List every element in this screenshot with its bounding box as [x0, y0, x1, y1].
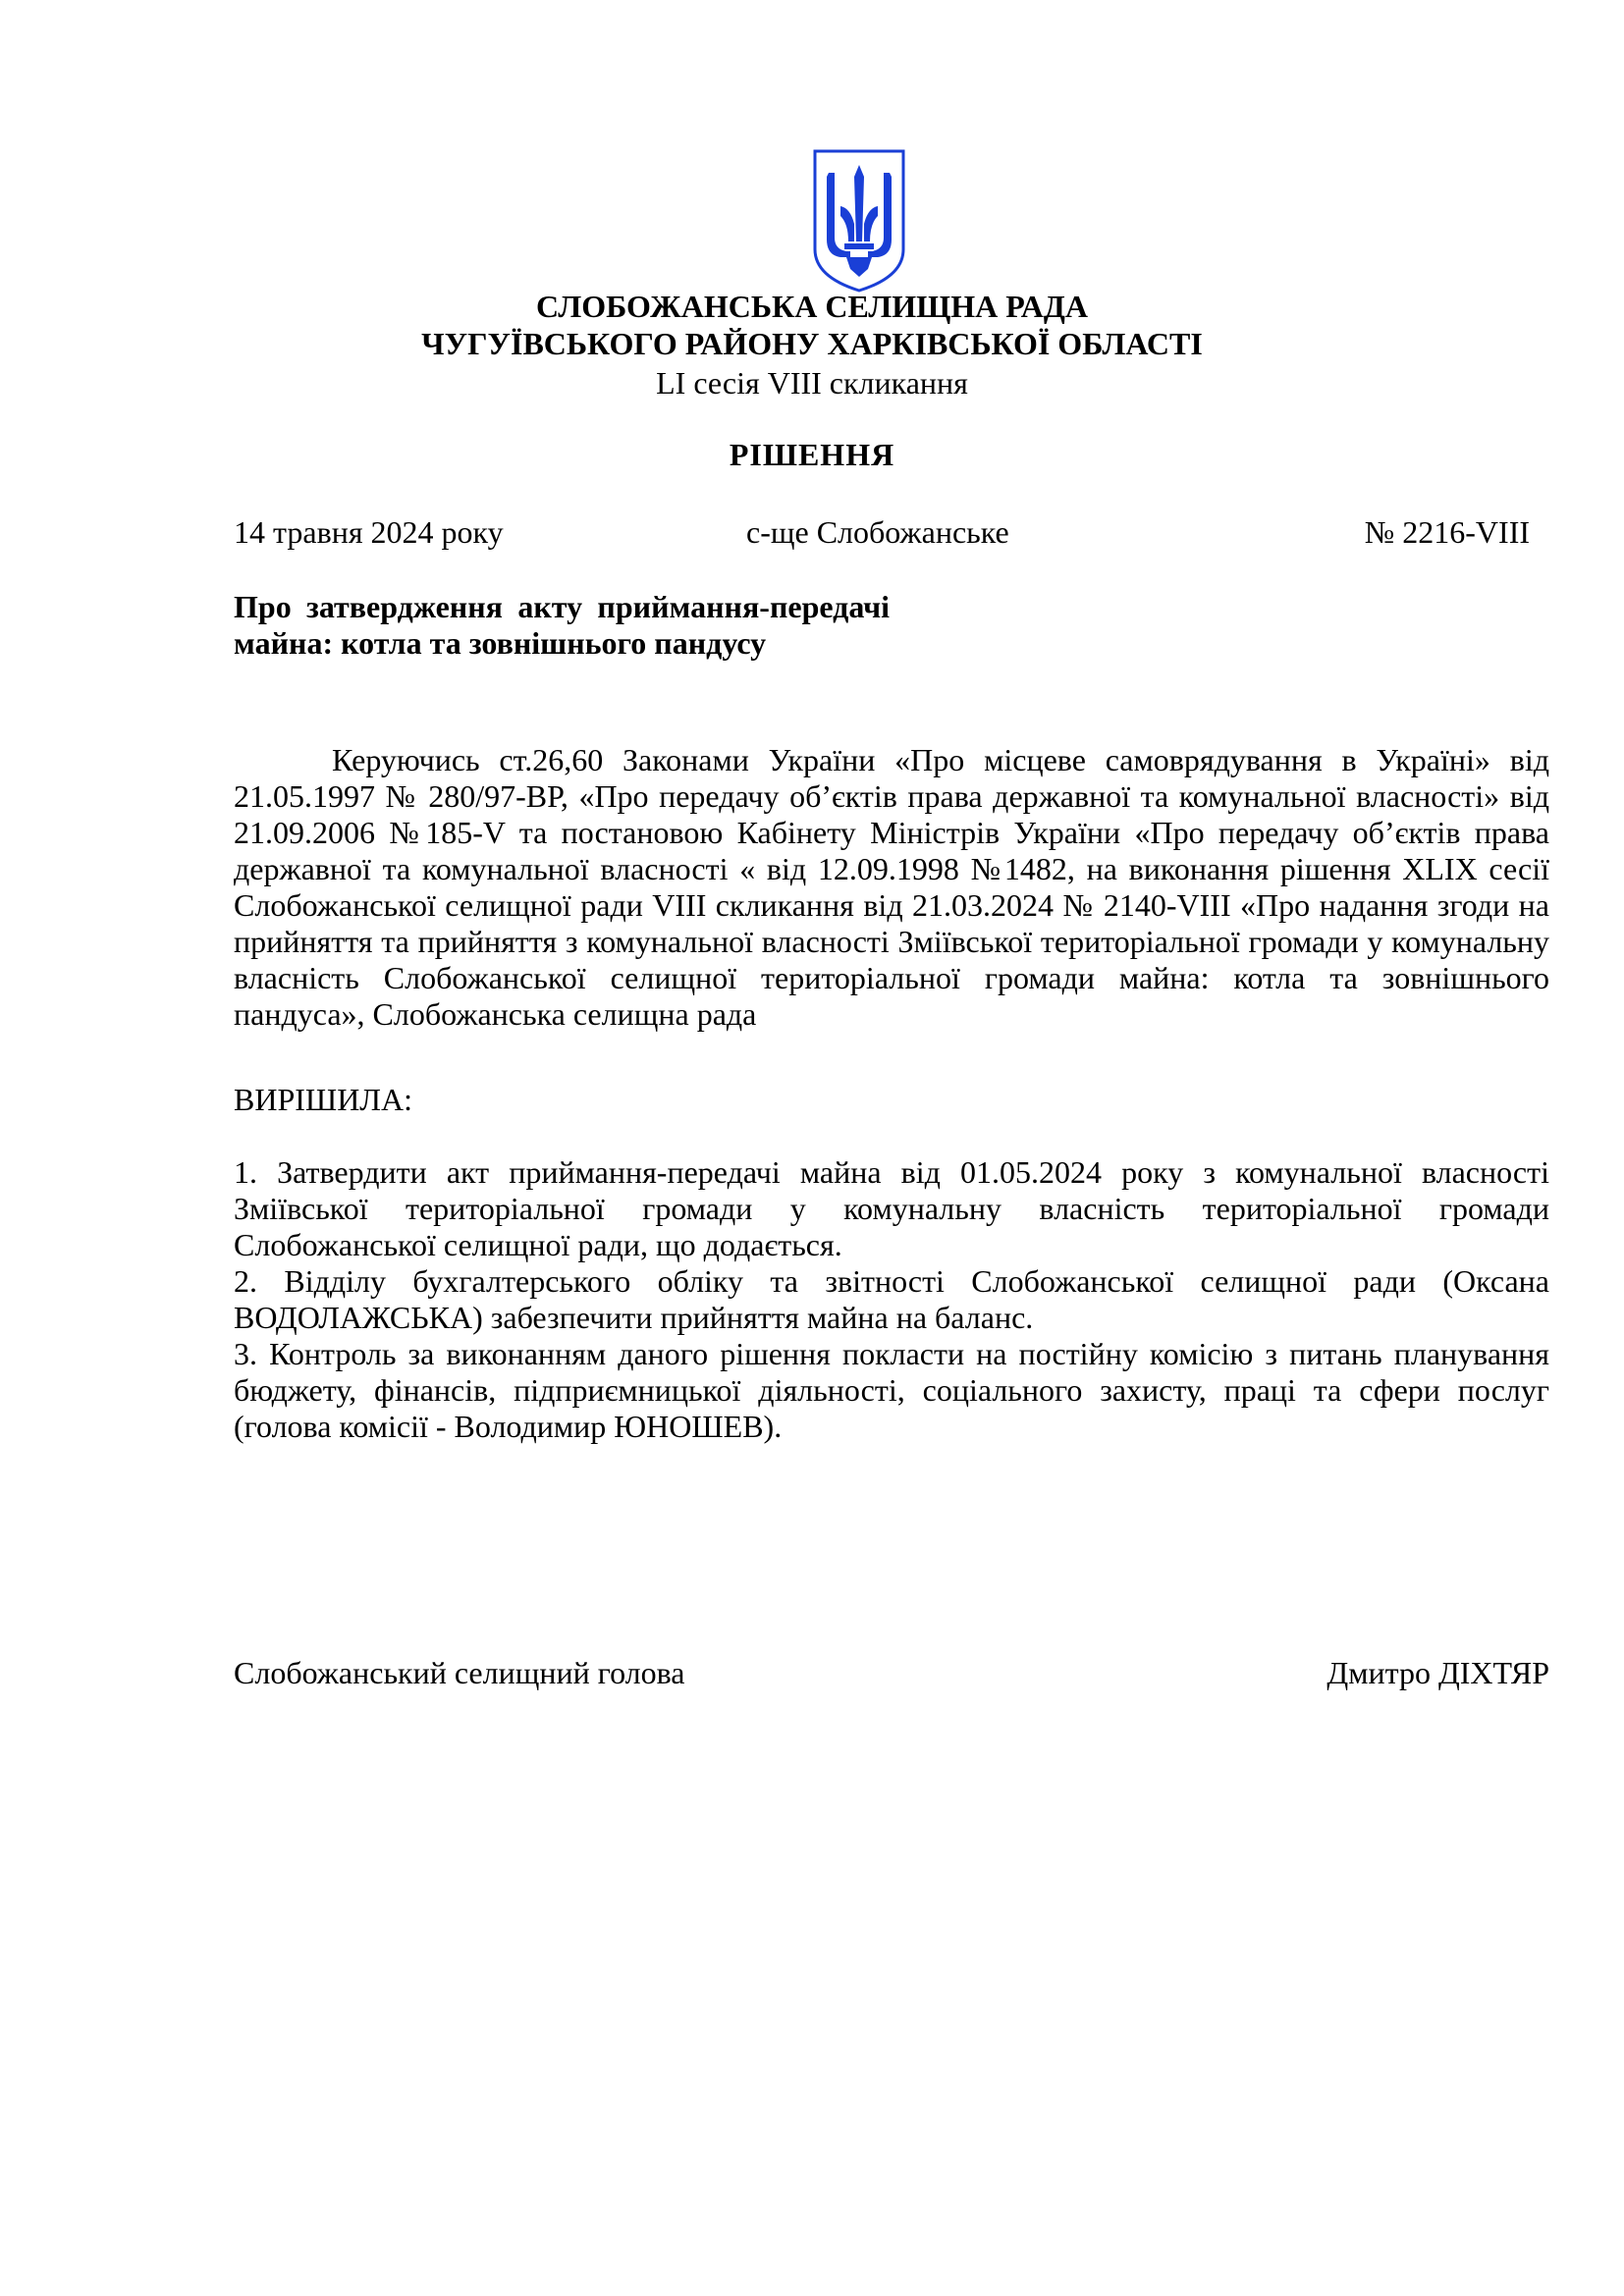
decision-place: с-ще Слобожанське — [746, 514, 1009, 550]
decision-item: 2. Відділу бухгалтерського обліку та звітності Слобожанської селищної ради (Оксана ВОДОЛАЖСЬКА) забезпечити прийняття майна на баланс. — [234, 1263, 1549, 1335]
decision-subject: Про затвердження акту приймання-передачі майна: котла та зовнішнього пандусу — [234, 589, 890, 661]
tryzub-coat-of-arms-icon — [811, 147, 907, 294]
document-title: РІШЕННЯ — [729, 437, 895, 472]
signature-block — [234, 1653, 1549, 1692]
session-line: LI сесія VIII скликання — [656, 365, 968, 400]
decision-item: 3. Контроль за виконанням даного рішення покласти на постійну комісію з питань планування бюджету, фінансів, підприємницької діяльності, соціального захисту, праці та сфери послуг (голова комісії - Володимир ЮНОШЕВ). — [234, 1336, 1549, 1444]
council-name: СЛОБОЖАНСЬКА СЕЛИЩНА РАДА — [536, 289, 1088, 324]
decision-date: 14 травня 2024 року — [234, 514, 504, 550]
preamble-paragraph: Керуючись ст.26,60 Законами України «Про місцеве самоврядування в Україні» від 21.05.1997 № 280/97-ВР, «Про передачу об’єктів права державної та комунальної власності» від 21.09.2006 №185-V та постановою Кабінету Міністрів України «Про передачу об’єктів права державної та комунальної власності « від 12.09.1998 №1482, на виконання рішення XLIX сесії Слобожанської селищної ради VIII скликання від 21.03.2024 № 2140-VIII «Про надання згоди на прийняття та прийняття з комунальної власності Зміївської територіальної громади у комунальну власність Слобожанської селищної територіальної громади майна: котла та зовнішнього пандуса», Слобожанська селищна рада — [234, 742, 1549, 1032]
district-name: ЧУГУЇВСЬКОГО РАЙОНУ ХАРКІВСЬКОЇ ОБЛАСТІ — [421, 326, 1203, 361]
decision-item: 1. Затвердити акт приймання-передачі майна від 01.05.2024 року з комунальної власності Зміївської територіальної громади у комунальну власність територіальної громади Слобожанської селищної ради, що додається. — [234, 1154, 1549, 1262]
decision-number: № 2216-VIII — [1364, 514, 1530, 550]
signatory-position: Слобожанський селищний голова — [234, 1655, 685, 1690]
signatory-name: Дмитро ДІХТЯР — [1326, 1655, 1549, 1690]
resolved-label: ВИРІШИЛА: — [234, 1082, 412, 1117]
decision-items — [234, 1154, 1549, 1445]
decision-meta-row — [234, 512, 1530, 552]
